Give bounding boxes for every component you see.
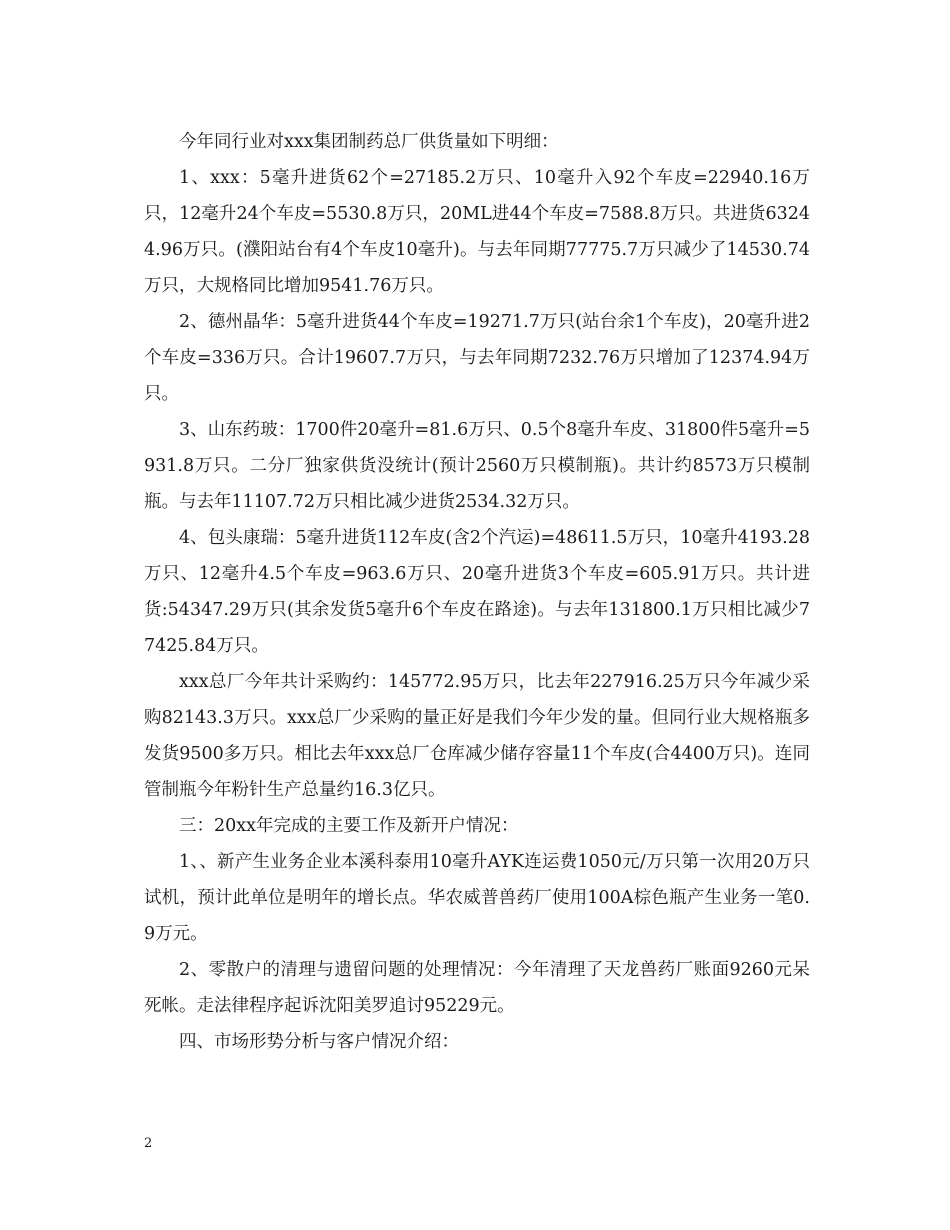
cleanup-paragraph: 2、零散户的清理与遗留问题的处理情况：今年清理了天龙兽药厂账面9260元呆死帐。走法律程序起诉沈阳美罗追讨95229元。 <box>144 960 810 1016</box>
page-number: 2 <box>144 1136 153 1151</box>
supplier-shandong-paragraph: 3、山东药玻：1700件20毫升=81.6万只、0.5个8毫升车皮、31800件5毫升=5931.8万只。二分厂独家供货没统计(预计2560万只模制瓶)。共计约8573万只模制瓶。与去年11107.72万只相比减少进货2534.32万只。 <box>144 420 810 512</box>
supplier-xxx-paragraph: 1、xxx：5毫升进货62个=27185.2万只、10毫升入92个车皮=22940.16万只，12毫升24个车皮=5530.8万只，20ML进44个车皮=7588.8万只。共进货63244.96万只。(濮阳站台有4个车皮10毫升)。与去年同期77775.7万只减少了14530.74万只，大规格同比增加9541.76万只。 <box>144 168 810 296</box>
new-business-paragraph: 1、、新产生业务企业本溪科泰用10毫升AYK连运费1050元/万只第一次用20万只试机，预计此单位是明年的增长点。华农威普兽药厂使用100A棕色瓶产生业务一笔0.9万元。 <box>144 852 810 944</box>
section-three-heading: 三：20xx年完成的主要工作及新开户情况： <box>179 816 519 836</box>
summary-paragraph: xxx总厂今年共计采购约：145772.95万只，比去年227916.25万只今年减少采购82143.3万只。xxx总厂少采购的量正好是我们今年少发的量。但同行业大规格瓶多发货9500多万只。相比去年xxx总厂仓库减少储存容量11个车皮(合4400万只)。连同管制瓶今年粉针生产总量约16.3亿只。 <box>144 672 810 800</box>
document-body <box>144 124 810 1060</box>
supplier-baotou-paragraph: 4、包头康瑞：5毫升进货112车皮(含2个汽运)=48611.5万只，10毫升4193.28万只、12毫升4.5个车皮=963.6万只、20毫升进货3个车皮=605.91万只。共计进货:54347.29万只(其余发货5毫升6个车皮在路途)。与去年131800.1万只相比减少77425.84万只。 <box>144 528 810 656</box>
supplier-dezhou-paragraph: 2、德州晶华：5毫升进货44个车皮=19271.7万只(站台余1个车皮)，20毫升进2个车皮=336万只。合计19607.7万只，与去年同期7232.76万只增加了12374.94万只。 <box>144 312 810 404</box>
section-four-heading: 四、市场形势分析与客户情况介绍： <box>179 1032 459 1052</box>
intro-paragraph: 今年同行业对xxx集团制药总厂供货量如下明细： <box>179 132 559 152</box>
